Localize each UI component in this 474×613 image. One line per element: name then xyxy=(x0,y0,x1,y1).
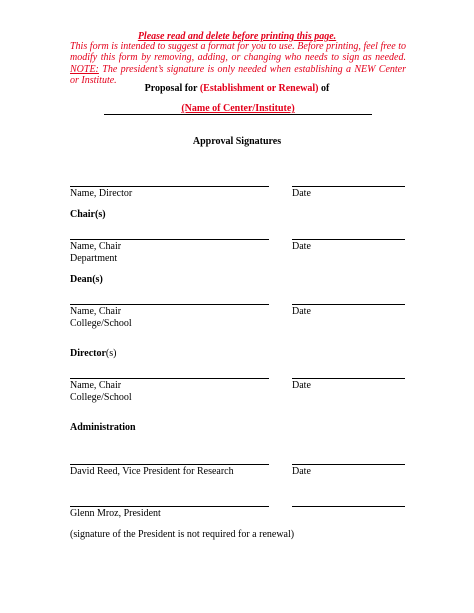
signer-unit: Department xyxy=(70,253,118,264)
section-heading: Administration xyxy=(70,422,136,433)
notice-note-label: NOTE: xyxy=(70,63,99,75)
date-label: Date xyxy=(292,188,311,199)
signature-line xyxy=(70,506,269,507)
date-label: Date xyxy=(292,380,311,391)
date-label: Date xyxy=(292,241,311,252)
signature-line xyxy=(70,464,269,465)
proposal-suffix: of xyxy=(321,83,330,94)
date-line xyxy=(292,378,405,379)
signature-line xyxy=(70,186,269,187)
center-name-rule xyxy=(104,114,372,115)
notice-text: This form is intended to suggest a format for you to use. Before printing, feel free to modify this form by removing, adding, or changing who needs to sign as needed. xyxy=(70,41,406,64)
proposal-line xyxy=(0,83,474,95)
date-label: Date xyxy=(292,306,311,317)
date-line xyxy=(292,304,405,305)
signer-name: Name, Chair xyxy=(70,380,122,391)
proposal-type: (Establishment or Renewal) xyxy=(199,83,319,94)
notice-body xyxy=(70,41,406,86)
date-line xyxy=(292,464,405,465)
signer-name: Name, Director xyxy=(70,188,133,199)
signature-line xyxy=(70,304,269,305)
signer-unit: College/School xyxy=(70,392,132,403)
signer-unit: College/School xyxy=(70,318,132,329)
signer-name: David Reed, Vice President for Research xyxy=(70,466,234,477)
signer-name: Glenn Mroz, President xyxy=(70,508,161,519)
section-title: Approval Signatures xyxy=(192,136,282,147)
date-label: Date xyxy=(292,466,311,477)
signature-line xyxy=(70,239,269,240)
center-name: (Name of Center/Institute) xyxy=(181,103,295,114)
signature-line xyxy=(70,378,269,379)
notice-title: Please read and delete before printing this page. xyxy=(137,31,337,42)
signer-name: Name, Chair xyxy=(70,306,122,317)
proposal-prefix: Proposal for xyxy=(144,83,198,94)
section-heading: Chair(s) xyxy=(70,209,106,220)
heading-bold: Director xyxy=(70,348,106,359)
date-line xyxy=(292,506,405,507)
renewal-note: (signature of the President is not required for a renewal) xyxy=(70,529,295,540)
notice-president-text: The president’s signature is only needed when establishing a NEW Center or Institute. xyxy=(70,63,407,86)
date-line xyxy=(292,239,405,240)
section-heading: Dean(s) xyxy=(70,274,103,285)
date-line xyxy=(292,186,405,187)
heading-plural: (s) xyxy=(105,348,117,359)
signer-name: Name, Chair xyxy=(70,241,122,252)
section-heading xyxy=(70,348,116,360)
